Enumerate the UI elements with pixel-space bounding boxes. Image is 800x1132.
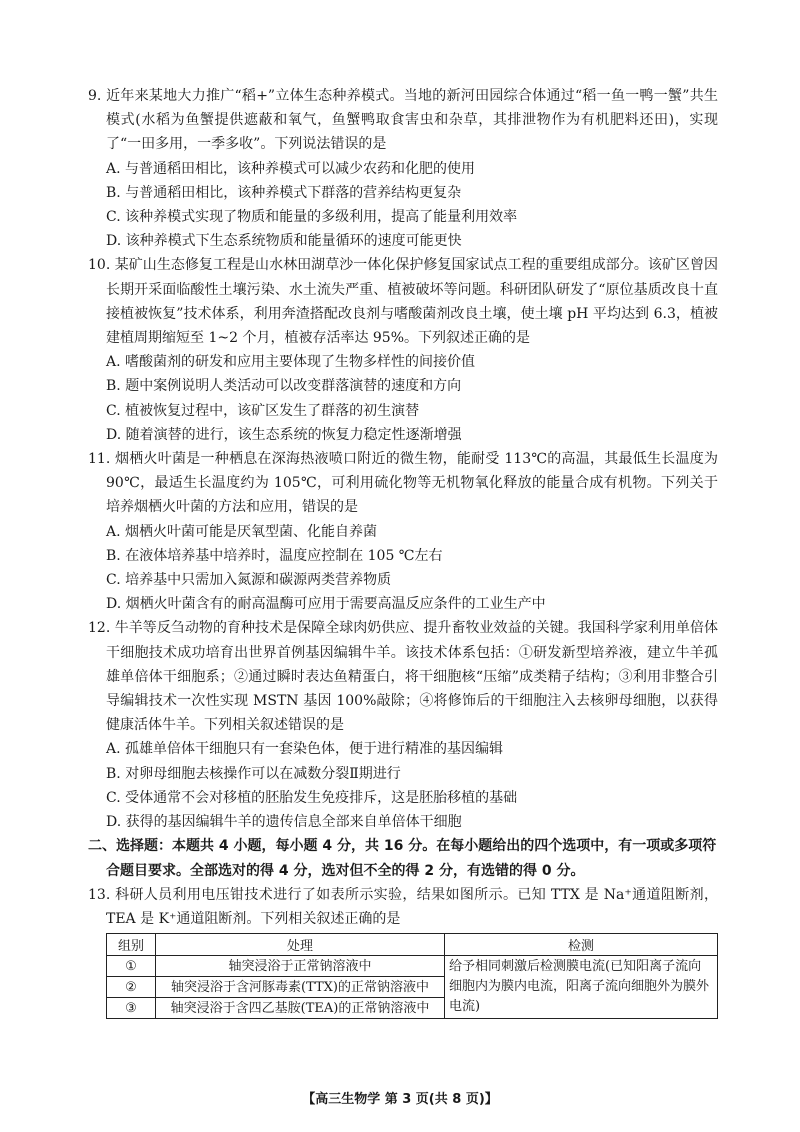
option-c: C. 植被恢复过程中，该矿区发生了群落的初生演替 bbox=[106, 402, 420, 419]
option-a: A. 与普通稻田相比，该种养模式可以减少农药和化肥的使用 bbox=[106, 160, 476, 177]
option-d: D. 该种养模式下生态系统物质和能量循环的速度可能更快 bbox=[106, 233, 462, 250]
question-13 bbox=[88, 883, 718, 1019]
option-a: A. 烟栖火叶菌可能是厌氧型菌、化能自养菌 bbox=[106, 523, 378, 540]
option-b: B. 与普通稻田相比，该种养模式下群落的营养结构更复杂 bbox=[106, 184, 462, 201]
option-c: C. 受体通常不会对移植的胚胎发生免疫排斥，这是胚胎移植的基础 bbox=[106, 789, 518, 806]
experiment-table bbox=[106, 933, 718, 1019]
group-cell: ① bbox=[107, 956, 156, 977]
table-header-row bbox=[107, 934, 718, 956]
question-stem: 12. 牛羊等反刍动物的育种技术是保障全球肉奶供应、提升畜牧业效益的关键。我国科学家利用单倍体干细胞技术成功培育出世界首例基因编辑牛羊。该技术体系包括：①研发新型培养液，建立牛羊孤雄单倍体干细胞系；②通过瞬时表达鱼精蛋白，将干细胞核“压缩”成类精子结构；③利用非整合引导编辑技术一次性实现 MSTN 基因 100%敲除；④将修饰后的干细胞注入去核卵母细胞，以获得健康活体牛羊。下列相关叙述错误的是 bbox=[88, 620, 718, 734]
page-content bbox=[88, 84, 718, 1019]
option-a: A. 孤雄单倍体干细胞只有一套染色体，便于进行精准的基因编辑 bbox=[106, 741, 504, 758]
group-cell: ③ bbox=[107, 998, 156, 1019]
treatment-cell: 轴突浸浴于含四乙基胺(TEA)的正常钠溶液中 bbox=[156, 998, 445, 1019]
detection-cell: 给予相同刺激后检测膜电流(已知阳离子流向细胞内为膜内电流，阳离子流向细胞外为膜外电流) bbox=[445, 956, 718, 1019]
treatment-cell: 轴突浸浴于正常钠溶液中 bbox=[156, 956, 445, 977]
question-9 bbox=[88, 84, 718, 253]
option-b: B. 在液体培养基中培养时，温度应控制在 105 ℃左右 bbox=[106, 547, 443, 564]
option-b: B. 题中案例说明人类活动可以改变群落演替的速度和方向 bbox=[106, 378, 462, 395]
treatment-cell: 轴突浸浴于含河豚毒素(TTX)的正常钠溶液中 bbox=[156, 977, 445, 998]
option-c: C. 培养基中只需加入氮源和碳源两类营养物质 bbox=[106, 572, 392, 589]
question-11 bbox=[88, 447, 718, 616]
section-heading: 二、选择题：本题共 4 小题，每小题 4 分，共 16 分。在每小题给出的四个选项中，有一项或多项符合题目要求。全部选对的得 4 分，选对但不全的得 2 分，有选错的得 0 分。 bbox=[88, 838, 717, 879]
option-d: D. 随着演替的进行，该生态系统的恢复力稳定性逐渐增强 bbox=[106, 426, 462, 443]
page-footer: 【高三生物学 第 3 页(共 8 页)】 bbox=[302, 1092, 498, 1107]
option-c: C. 该种养模式实现了物质和能量的多级利用，提高了能量利用效率 bbox=[106, 209, 518, 226]
table-row bbox=[107, 956, 718, 977]
question-10 bbox=[88, 253, 718, 447]
option-d: D. 烟栖火叶菌含有的耐高温酶可应用于需要高温反应条件的工业生产中 bbox=[106, 596, 546, 613]
header-detection: 检测 bbox=[445, 934, 718, 956]
question-12 bbox=[88, 616, 718, 834]
question-stem: 10. 某矿山生态修复工程是山水林田湖草沙一体化保护修复国家试点工程的重要组成部分。该矿区曾因长期开采面临酸性土壤污染、水土流失严重、植被破坏等问题。科研团队研发了“原位基质改良十直接植被恢复”技术体系，利用奔渣搭配改良剂与嗜酸菌剂改良土壤，使土壤 pH 平均达到 6.3，植被建植周期缩短至 1~2 个月，植被存活率达 95%。下列叙述正确的是 bbox=[88, 257, 718, 347]
option-d: D. 获得的基因编辑牛羊的遗传信息全部来自单倍体干细胞 bbox=[106, 814, 462, 831]
question-stem: 13. 科研人员利用电压钳技术进行了如表所示实验，结果如图所示。已知 TTX 是 Na⁺通道阻断剂，TEA 是 K⁺通道阻断剂。下列相关叙述正确的是 bbox=[88, 886, 718, 927]
group-cell: ② bbox=[107, 977, 156, 998]
option-a: A. 嗜酸菌剂的研发和应用主要体现了生物多样性的间接价值 bbox=[106, 354, 476, 371]
question-stem: 9. 近年来某地大力推广“稻+”立体生态种养模式。当地的新河田园综合体通过“稻一鱼一鸭一蟹”共生模式(水稻为鱼蟹提供遮蔽和氧气，鱼蟹鸭取食害虫和杂草，其排泄物作为有机肥料还田)，实现了“一田多用，一季多收”。下列说法错误的是 bbox=[88, 88, 718, 153]
header-group: 组别 bbox=[107, 934, 156, 956]
question-stem: 11. 烟栖火叶菌是一种栖息在深海热液喷口附近的微生物，能耐受 113℃的高温，其最低生长温度为 90℃，最适生长温度约为 105℃，可利用硫化物等无机物氧化释放的能量合成有机物。下列关于培养烟栖火叶菌的方法和应用，错误的是 bbox=[88, 451, 718, 516]
header-treatment: 处理 bbox=[156, 934, 445, 956]
option-b: B. 对卵母细胞去核操作可以在减数分裂Ⅱ期进行 bbox=[106, 765, 401, 782]
